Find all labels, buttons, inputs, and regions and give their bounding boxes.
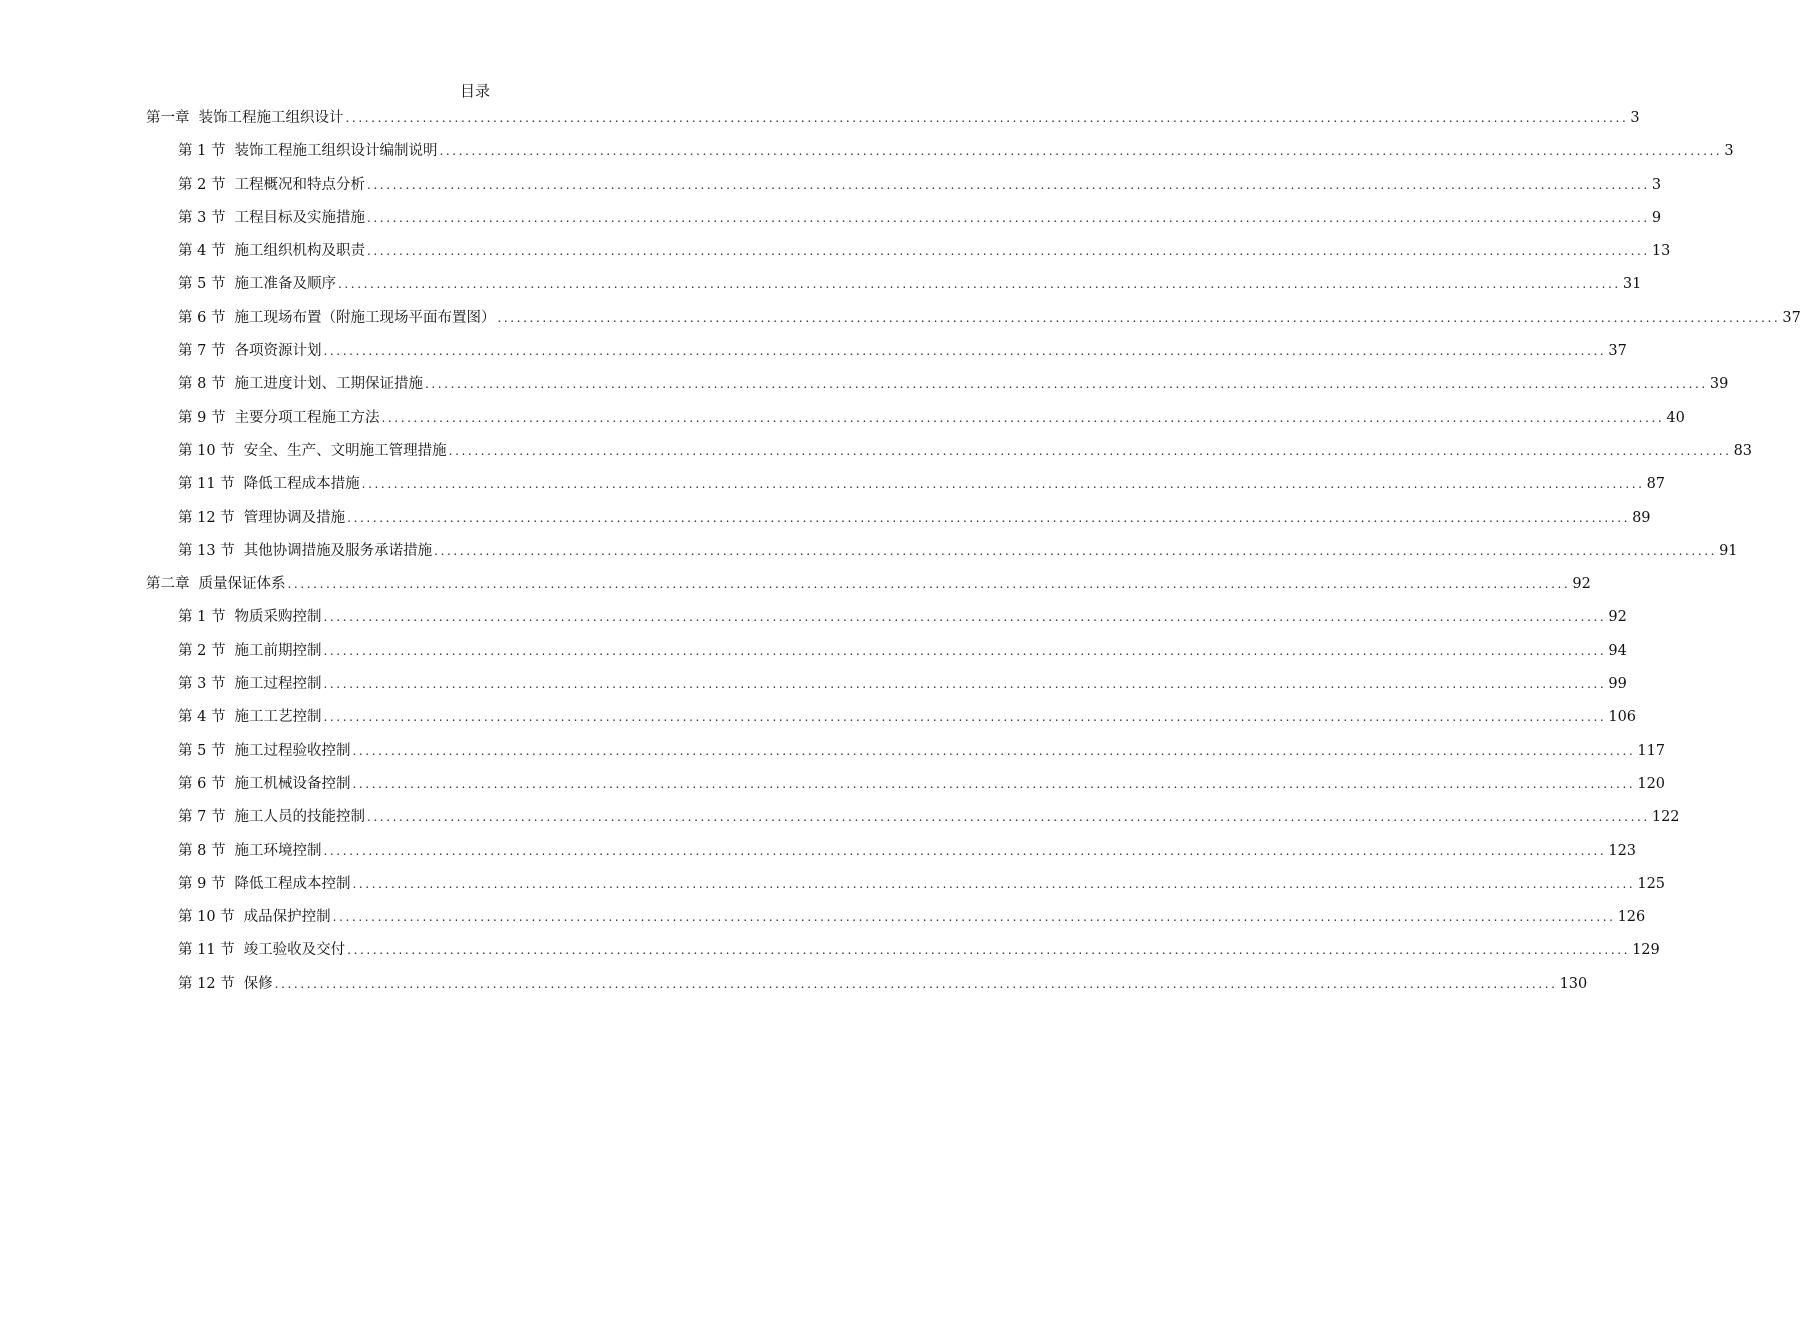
toc-entry-page: 120 bbox=[1637, 775, 1666, 792]
toc-entry-title: 保修 bbox=[243, 975, 273, 992]
toc-entry-page: 125 bbox=[1637, 875, 1666, 892]
toc-label bbox=[178, 672, 321, 693]
toc-entry[interactable] bbox=[146, 605, 1627, 638]
toc-entry-title: 管理协调及措施 bbox=[243, 509, 346, 526]
toc-label bbox=[178, 839, 321, 860]
toc-label bbox=[178, 139, 437, 160]
toc-entry[interactable] bbox=[146, 173, 1662, 206]
toc-entry-number: 第 4 节 bbox=[178, 709, 226, 726]
toc-entry[interactable] bbox=[146, 106, 1640, 139]
toc-entry-title: 施工现场布置（附施工现场平面布置图） bbox=[234, 309, 496, 326]
toc-dot-leader: ........................................................................................................................................................................................................ bbox=[352, 743, 1636, 758]
toc-entry-page: 130 bbox=[1559, 975, 1588, 992]
toc-label bbox=[178, 306, 495, 327]
toc-entry-number: 第 9 节 bbox=[178, 409, 226, 426]
toc-entry-page: 122 bbox=[1651, 809, 1680, 826]
toc-dot-leader: ........................................................................................................................................................................................................ bbox=[366, 210, 1650, 225]
toc-entry-page: 87 bbox=[1646, 476, 1666, 493]
toc-entry-number: 第 3 节 bbox=[178, 676, 226, 693]
toc-entry-page: 123 bbox=[1608, 842, 1637, 859]
toc-label bbox=[178, 372, 423, 393]
toc-entry-number: 第 4 节 bbox=[178, 243, 226, 260]
toc-entry[interactable] bbox=[146, 506, 1651, 539]
toc-entry-number: 第 1 节 bbox=[178, 609, 226, 626]
toc-label bbox=[178, 539, 432, 560]
toc-entry-title: 施工过程验收控制 bbox=[234, 742, 351, 759]
toc-dot-leader: ........................................................................................................................................................................................................ bbox=[323, 677, 1607, 692]
toc-entry[interactable] bbox=[146, 872, 1666, 905]
toc-entry-number: 第 3 节 bbox=[178, 209, 226, 226]
toc-entry[interactable] bbox=[146, 905, 1646, 938]
toc-entry-title: 成品保护控制 bbox=[243, 909, 331, 926]
toc-entry-title: 施工进度计划、工期保证措施 bbox=[234, 376, 423, 393]
toc-entry-page: 94 bbox=[1608, 642, 1627, 659]
toc-label bbox=[178, 972, 273, 993]
toc-label bbox=[178, 772, 350, 793]
toc-entry-number: 第二章 bbox=[146, 576, 190, 593]
toc-entry-number: 第 8 节 bbox=[178, 842, 226, 859]
toc-entry-page: 89 bbox=[1632, 509, 1651, 526]
toc-entry-title: 施工前期控制 bbox=[234, 642, 322, 659]
toc-entry-page: 37 bbox=[1608, 343, 1627, 360]
toc-dot-leader: ........................................................................................................................................................................................................ bbox=[366, 177, 1650, 192]
toc-entry[interactable] bbox=[146, 206, 1662, 239]
toc-entry-title: 装饰工程施工组织设计 bbox=[198, 110, 344, 126]
toc-label bbox=[178, 472, 360, 493]
toc-entry[interactable] bbox=[146, 439, 1753, 472]
toc-label bbox=[178, 905, 331, 926]
toc-entry-number: 第 11 节 bbox=[178, 476, 235, 493]
toc-dot-leader: ........................................................................................................................................................................................................ bbox=[497, 310, 1781, 325]
toc-dot-leader: ........................................................................................................................................................................................................ bbox=[434, 543, 1718, 558]
toc-entry-page: 3 bbox=[1630, 110, 1640, 126]
toc-entry[interactable] bbox=[146, 772, 1666, 805]
toc-entry-number: 第 10 节 bbox=[178, 442, 235, 459]
toc-entry[interactable] bbox=[146, 372, 1729, 405]
toc-label bbox=[178, 173, 365, 194]
toc-entry-page: 9 bbox=[1651, 209, 1662, 226]
toc-label bbox=[178, 439, 447, 460]
toc-entry-page: 92 bbox=[1572, 576, 1591, 593]
toc-entry-number: 第 9 节 bbox=[178, 875, 226, 892]
toc-entry-title: 质量保证体系 bbox=[198, 576, 286, 593]
toc-entry-number: 第 2 节 bbox=[178, 176, 226, 193]
toc-label bbox=[178, 705, 321, 726]
toc-entry-page: 106 bbox=[1608, 709, 1637, 726]
toc-entry-number: 第 5 节 bbox=[178, 276, 226, 293]
toc-label bbox=[178, 805, 365, 826]
toc-entry-number: 第 5 节 bbox=[178, 742, 226, 759]
toc-dot-leader: ........................................................................................................................................................................................................ bbox=[366, 810, 1650, 825]
toc-dot-leader: ........................................................................................................................................................................................................ bbox=[323, 610, 1607, 625]
toc-dot-leader: ........................................................................................................................................................................................................ bbox=[352, 876, 1636, 891]
toc-entry[interactable] bbox=[146, 938, 1660, 971]
toc-entry-page: 3 bbox=[1724, 143, 1734, 160]
toc-entry[interactable] bbox=[146, 572, 1591, 605]
toc-dot-leader: ........................................................................................................................................................................................................ bbox=[323, 344, 1607, 359]
toc-entry[interactable] bbox=[146, 339, 1627, 372]
toc-entry-title: 工程概况和特点分析 bbox=[234, 176, 365, 193]
toc-label bbox=[178, 406, 379, 427]
toc-dot-leader: ........................................................................................................................................................................................................ bbox=[337, 277, 1621, 292]
toc-entry-title: 施工环境控制 bbox=[234, 842, 322, 859]
toc-entry-page: 91 bbox=[1719, 542, 1738, 559]
toc-entry-number: 第 2 节 bbox=[178, 642, 226, 659]
toc-entry[interactable] bbox=[146, 839, 1637, 872]
toc-dot-leader: ........................................................................................................................................................................................................ bbox=[381, 410, 1665, 425]
toc-entry-title: 主要分项工程施工方法 bbox=[234, 409, 380, 426]
toc-dot-leader: ........................................................................................................................................................................................................ bbox=[361, 477, 1645, 492]
toc-entry[interactable] bbox=[146, 139, 1734, 172]
toc-entry-number: 第一章 bbox=[146, 110, 190, 126]
toc-entry-title: 施工准备及顺序 bbox=[234, 276, 336, 293]
toc-dot-leader: ........................................................................................................................................................................................................ bbox=[323, 643, 1607, 658]
toc-dot-leader: ........................................................................................................................................................................................................ bbox=[424, 377, 1708, 392]
toc-dot-leader: ........................................................................................................................................................................................................ bbox=[352, 776, 1636, 791]
toc-entry[interactable] bbox=[146, 406, 1685, 439]
toc-dot-leader: ........................................................................................................................................................................................................ bbox=[448, 443, 1732, 458]
toc-entry-number: 第 1 节 bbox=[178, 143, 226, 160]
toc-entry-page: 37 bbox=[1782, 309, 1801, 326]
toc-entry-title: 施工工艺控制 bbox=[234, 709, 322, 726]
toc-entry-title: 施工过程控制 bbox=[234, 676, 322, 693]
toc-entry-page: 40 bbox=[1666, 409, 1685, 426]
toc-dot-leader: ........................................................................................................................................................................................................ bbox=[347, 510, 1631, 525]
toc-list bbox=[146, 106, 1801, 1005]
toc-entry-page: 3 bbox=[1651, 176, 1662, 193]
toc-entry[interactable] bbox=[146, 472, 1666, 505]
toc-entry-number: 第 10 节 bbox=[178, 909, 235, 926]
toc-label bbox=[146, 572, 286, 593]
toc-entry-page: 126 bbox=[1617, 909, 1646, 926]
toc-entry-page: 31 bbox=[1622, 276, 1642, 293]
toc-entry-title: 竣工验收及交付 bbox=[243, 942, 346, 959]
toc-entry-page: 13 bbox=[1651, 243, 1671, 260]
toc-entry[interactable] bbox=[146, 239, 1671, 272]
toc-title: 目录 bbox=[459, 82, 490, 100]
toc-entry-number: 第 7 节 bbox=[178, 809, 226, 826]
toc-dot-leader: ........................................................................................................................................................................................................ bbox=[274, 976, 1558, 991]
toc-label bbox=[178, 739, 350, 760]
toc-dot-leader: ........................................................................................................................................................................................................ bbox=[332, 910, 1616, 925]
toc-entry-page: 129 bbox=[1632, 942, 1660, 959]
toc-label bbox=[178, 605, 321, 626]
toc-label bbox=[178, 272, 336, 293]
toc-entry[interactable] bbox=[146, 705, 1637, 738]
toc-label bbox=[178, 506, 345, 527]
toc-entry-title: 物质采购控制 bbox=[234, 609, 322, 626]
toc-entry-title: 安全、生产、文明施工管理措施 bbox=[243, 442, 447, 459]
toc-entry-title: 降低工程成本措施 bbox=[243, 476, 360, 493]
toc-entry-page: 92 bbox=[1608, 609, 1627, 626]
toc-label bbox=[178, 239, 365, 260]
toc-entry-title: 施工机械设备控制 bbox=[234, 775, 351, 792]
toc-entry[interactable] bbox=[146, 539, 1738, 572]
toc-entry[interactable] bbox=[146, 639, 1627, 672]
toc-entry[interactable] bbox=[146, 306, 1801, 339]
toc-label bbox=[146, 106, 344, 127]
toc-entry-title: 其他协调措施及服务承诺措施 bbox=[243, 542, 433, 559]
toc-label bbox=[178, 339, 321, 360]
toc-entry-title: 施工组织机构及职责 bbox=[234, 243, 365, 260]
toc-entry-number: 第 12 节 bbox=[178, 509, 235, 526]
toc-entry-number: 第 8 节 bbox=[178, 376, 226, 393]
toc-entry-title: 装饰工程施工组织设计编制说明 bbox=[234, 143, 438, 160]
toc-dot-leader: ........................................................................................................................................................................................................ bbox=[323, 843, 1607, 858]
toc-entry-title: 工程目标及实施措施 bbox=[234, 209, 365, 226]
toc-entry-number: 第 6 节 bbox=[178, 309, 226, 326]
toc-dot-leader: ........................................................................................................................................................................................................ bbox=[287, 577, 1571, 592]
toc-entry-title: 施工人员的技能控制 bbox=[234, 809, 365, 826]
toc-dot-leader: ........................................................................................................................................................................................................ bbox=[366, 244, 1650, 259]
toc-entry-page: 83 bbox=[1733, 442, 1753, 459]
toc-entry-title: 降低工程成本控制 bbox=[234, 875, 351, 892]
toc-dot-leader: ........................................................................................................................................................................................................ bbox=[345, 111, 1629, 125]
toc-entry[interactable] bbox=[146, 272, 1642, 305]
toc-entry-number: 第 7 节 bbox=[178, 343, 226, 360]
toc-dot-leader: ........................................................................................................................................................................................................ bbox=[439, 144, 1723, 159]
toc-entry-number: 第 6 节 bbox=[178, 775, 226, 792]
toc-entry-page: 99 bbox=[1608, 676, 1627, 693]
toc-entry[interactable] bbox=[146, 805, 1680, 838]
toc-entry[interactable] bbox=[146, 972, 1588, 1005]
toc-entry-page: 39 bbox=[1709, 376, 1729, 393]
toc-label bbox=[178, 639, 321, 660]
toc-label bbox=[178, 206, 365, 227]
toc-entry-page: 117 bbox=[1637, 742, 1666, 759]
toc-label bbox=[178, 872, 350, 893]
toc-dot-leader: ........................................................................................................................................................................................................ bbox=[323, 710, 1607, 725]
toc-entry-number: 第 13 节 bbox=[178, 542, 235, 559]
toc-entry-number: 第 11 节 bbox=[178, 942, 235, 959]
toc-dot-leader: ........................................................................................................................................................................................................ bbox=[347, 943, 1631, 958]
toc-label bbox=[178, 938, 345, 959]
toc-entry-number: 第 12 节 bbox=[178, 975, 235, 992]
toc-entry[interactable] bbox=[146, 739, 1666, 772]
toc-entry[interactable] bbox=[146, 672, 1627, 705]
toc-entry-title: 各项资源计划 bbox=[234, 343, 322, 360]
